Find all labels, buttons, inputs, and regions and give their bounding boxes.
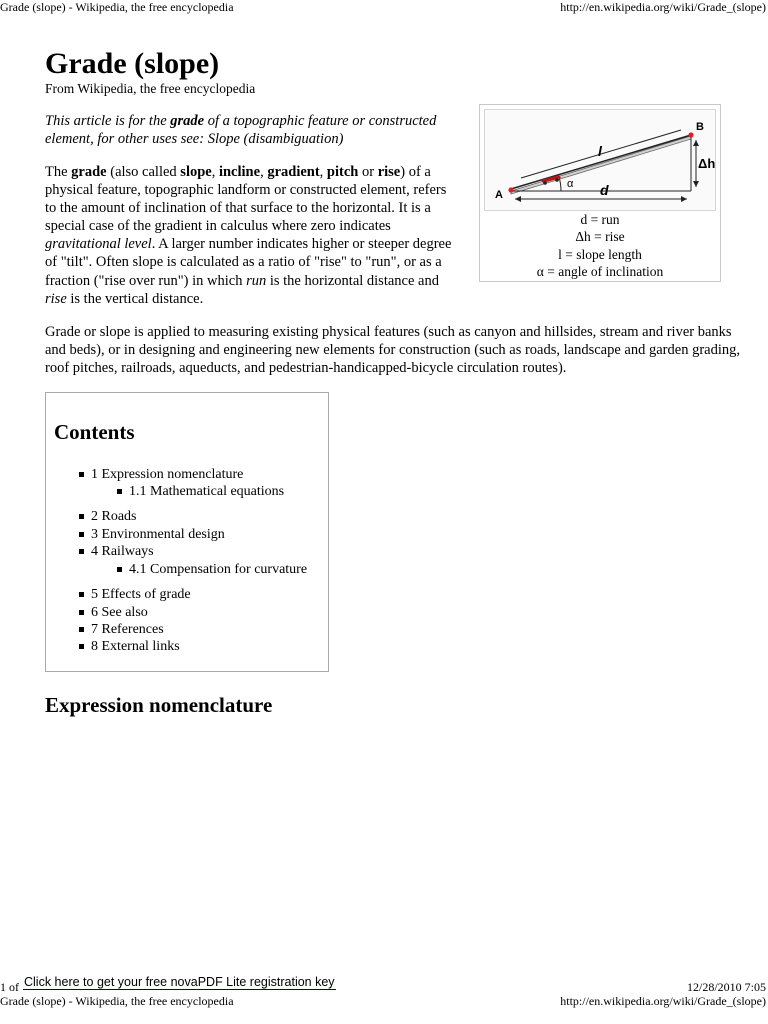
page-count: 1 of [0,980,19,994]
novapdf-registration-link[interactable]: Click here to get your free novaPDF Lite registration key [24,975,335,989]
toc-item[interactable]: 1.1 Mathematical equations [129,484,285,499]
caption-line: d = run [580,212,620,227]
toc-item[interactable]: 4.1 Compensation for curvature [129,562,308,577]
usage-paragraph: Grade or slope is applied to measuring existing physical features (such as canyon and hillsides, stream and river banks and beds), or in designing and engineering new elements for construction (such as roads, landscape and garden grading, roof pitches, railroads, aqueducts, and pedestrian-handicapped-bicycle circulation routes). [45,324,740,377]
site-tagline: From Wikipedia, the free encyclopedia [45,81,256,96]
footer-datetime: 12/28/2010 7:05 [686,980,766,994]
point-b-marker [688,132,693,137]
hatnote-bold: grade [170,113,205,129]
toc-item[interactable]: 7 References [91,622,164,637]
point-a-marker [508,187,513,192]
footer-page-title: Grade (slope) - Wikipedia, the free encyclopedia [0,994,234,1008]
label-l: l [598,143,602,159]
toc-item[interactable]: 8 External links [91,639,180,654]
label-d: d [600,182,609,198]
slope-diagram-svg [485,110,715,210]
disambiguation-link[interactable]: Slope (disambiguation) [207,131,344,147]
intro-paragraph: The grade (also called slope, incline, gradient, pitch or rise) of a physical feature, topographic landform or constructed element, refers to the amount of inclination of that surface to the horizontal. It is a special case of the gradient in calculus where zero indicates gravitational level. A larger number indicates higher or steeper degree of "tilt". Often slope is calculated as a ratio of "rise" to "run", or as a fraction ("rise over run") in which run is the horizontal distance and rise is the vertical distance. [45,164,452,307]
footer-url: http://en.wikipedia.org/wiki/Grade_(slope) [560,994,766,1008]
toc-item[interactable]: 5 Effects of grade [91,587,191,602]
section-heading: Expression nomenclature [45,693,273,717]
label-alpha: α [567,178,574,190]
caption-line: l = slope length [558,246,642,262]
header-url: http://en.wikipedia.org/wiki/Grade_(slope) [560,0,766,14]
toc-item[interactable]: 6 See also [91,605,148,620]
toc-item[interactable]: 1 Expression nomenclature [91,467,244,482]
figure-caption [480,211,720,280]
toc-item[interactable]: 4 Railways [91,544,154,559]
toc-item[interactable]: 2 Roads [91,509,137,524]
label-b: B [696,121,704,133]
page-title: Grade (slope) [45,47,220,80]
caption-line: Δh = rise [575,229,625,245]
hatnote: This article is for the grade of a topographic feature or constructed element, for other uses see: Slope (disambiguation) [45,113,437,147]
header-page-title: Grade (slope) - Wikipedia, the free encyclopedia [0,0,234,14]
table-of-contents [45,392,329,672]
slope-figure [479,104,721,282]
label-delta-h: Δh [698,156,715,171]
toc-item[interactable]: 3 Environmental design [91,527,225,542]
toc-title: Contents [54,420,135,444]
label-a: A [495,189,503,201]
caption-line: α = angle of inclination [536,263,664,279]
slope-diagram[interactable] [484,109,716,211]
